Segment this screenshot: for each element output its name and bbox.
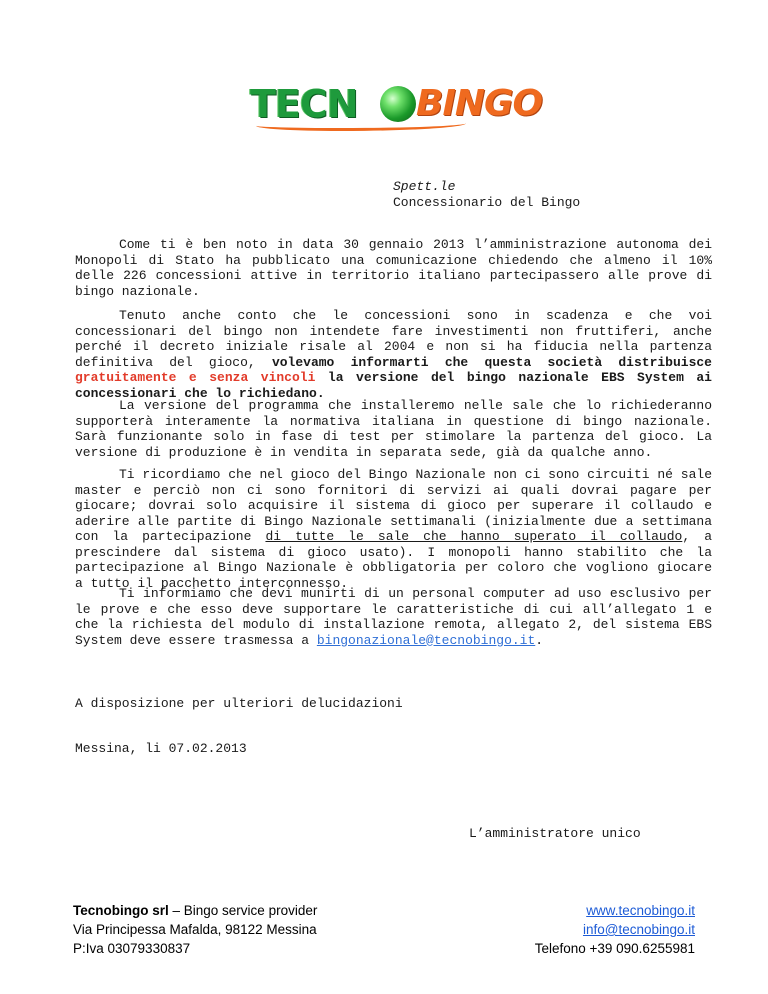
paragraph-3: La versione del programma che installeremo nelle sale che lo richiederanno supporterà interamente la normativa italiana in questione di bingo nazionale. Sarà funzionante solo in fase di test per stimolare la partenza del gioco. La versione di produzione è in vendita in separata sede, già da qualche anno. xyxy=(75,398,712,460)
email-link[interactable]: bingonazionale@tecnobingo.it xyxy=(316,632,536,648)
paragraph-4-text-end: , a prescindere dal sistema di gioco usato). I monopoli hanno stabilito che la partecipazione al Bingo Nazionale è obbligatoria per coloro che vogliono giocare a tutto il pacchetto interconnesso. xyxy=(75,529,712,591)
paragraph-5-period: . xyxy=(535,632,544,648)
logo-text-bingo: BINGO xyxy=(416,83,543,124)
footer-company-info xyxy=(73,901,317,958)
footer-company-name: Tecnobingo srl xyxy=(73,903,169,918)
place-date: Messina, li 07.02.2013 xyxy=(75,741,247,756)
footer-vat: P:Iva 03079330837 xyxy=(73,941,191,956)
logo-swoosh xyxy=(256,118,466,131)
signer-title: L’amministratore unico xyxy=(469,826,641,841)
logo-text-tecno: TECN xyxy=(250,82,358,126)
logo-ball-icon xyxy=(380,86,416,122)
paragraph-2-highlight: gratuitamente e senza vincoli xyxy=(75,370,316,385)
paragraph-1: Come ti è ben noto in data 30 gennaio 2013 l’amministrazione autonoma dei Monopoli di Stato ha pubblicato una comunicazione chiedendo che almeno il 10% delle 226 concessioni attive in territorio italiano partecipassero alle prove di bingo nazionale. xyxy=(75,237,712,299)
footer-email-link[interactable]: info@tecnobingo.it xyxy=(582,922,695,937)
paragraph-5-text: Ti informiamo che devi munirti di un personal computer ad uso esclusivo per le prove e che esso deve supportare le caratteristiche di cui all’allegato 1 e che la richiesta del modulo di installazione remota, allegato 2, del sistema EBS System deve essere trasmessa a xyxy=(75,586,712,648)
paragraph-2-bold: volevamo informarti che questa società distribuisce xyxy=(271,354,712,370)
paragraph-2-text: Tenuto anche conto che le concessioni sono in scadenza e che voi concessionari del bingo non intendete fare investimenti non fruttiferi, anche perché il decreto iniziale risale al 2004 e non si ha fiducia nella partenza definitiva del gioco, xyxy=(75,308,712,370)
footer-phone: Telefono +39 090.6255981 xyxy=(534,941,695,956)
paragraph-2-bold-end: la versione del bingo nazionale EBS System ai concessionari che lo richiedano xyxy=(75,370,712,401)
recipient-name: Concessionario del Bingo xyxy=(393,194,581,210)
paragraph-4-text: Ti ricordiamo che nel gioco del Bingo Nazionale non ci sono circuiti né sale master e perciò non ci sono fornitori di servizi ai quali dovrai pagare per giocare; dovrai solo acquisire il sistema di gioco per superare il collaudo e aderire alle partite di Bingo Nazionale settimanali (inizialmente due a settimana con la partecipazione xyxy=(75,467,712,544)
paragraph-4-underlined: di tutte le sale che hanno superato il collaudo xyxy=(265,529,683,544)
footer-company-line xyxy=(73,901,317,920)
paragraph-2-period: . xyxy=(316,385,325,401)
company-logo xyxy=(250,80,543,130)
footer-tagline: – Bingo service provider xyxy=(168,903,318,918)
recipient-salutation: Spett.le xyxy=(393,179,456,194)
footer-website-link[interactable]: www.tecnobingo.it xyxy=(586,903,695,918)
footer-contacts xyxy=(535,901,695,958)
paragraph-4 xyxy=(75,467,712,591)
footer-address: Via Principessa Mafalda, 98122 Messina xyxy=(73,922,317,937)
closing-line: A disposizione per ulteriori delucidazioni xyxy=(75,696,403,711)
paragraph-5 xyxy=(75,586,712,648)
paragraph-2 xyxy=(75,308,712,401)
recipient-block xyxy=(393,179,580,210)
